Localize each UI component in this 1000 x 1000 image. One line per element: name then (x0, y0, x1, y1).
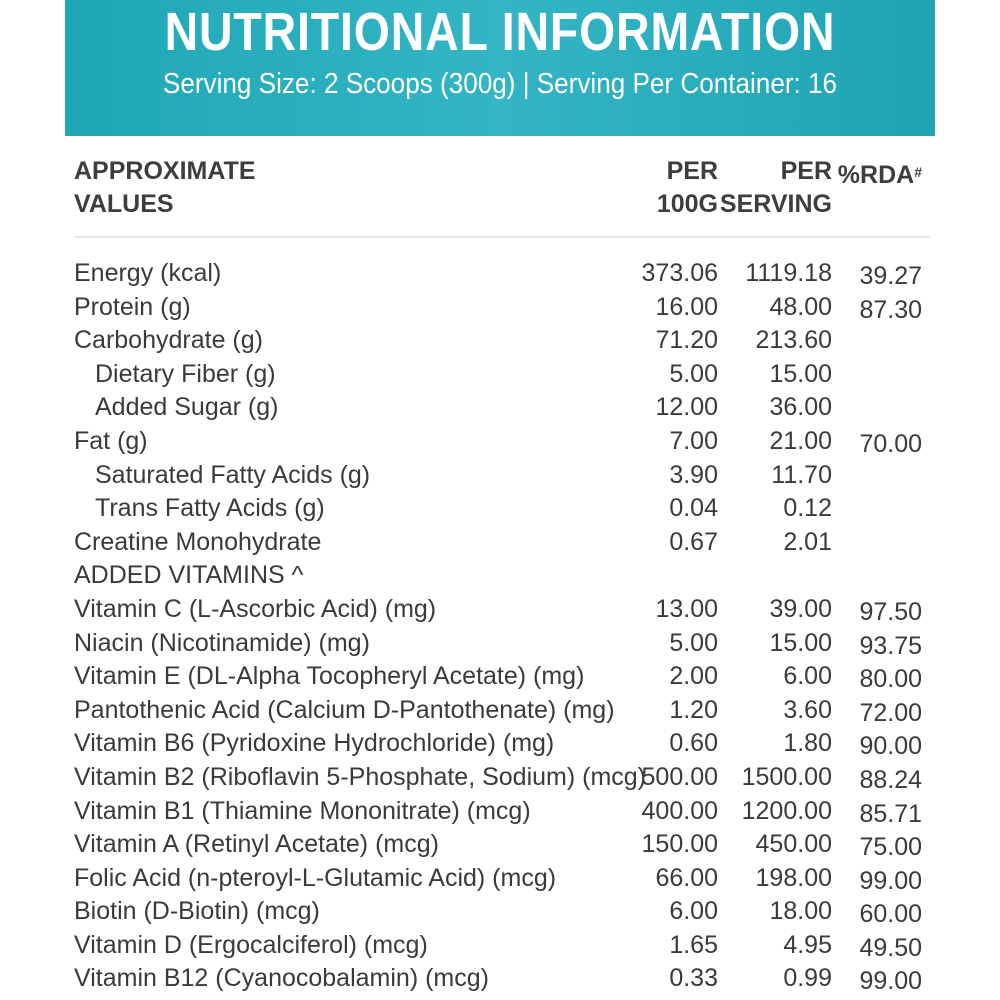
row-label: Niacin (Nicotinamide) (mg) (74, 628, 370, 657)
row-rda: 49.50 (859, 933, 922, 962)
table-row (74, 625, 930, 659)
row-label: Pantothenic Acid (Calcium D-Pantothenate) (mg) (74, 695, 615, 724)
header-label-line1: APPROXIMATE (74, 157, 256, 185)
table-row (74, 490, 930, 524)
row-per-100g: 400.00 (641, 796, 718, 825)
row-per-serving: 1200.00 (741, 796, 832, 825)
table-row (74, 591, 930, 625)
row-rda: 85.71 (859, 799, 922, 828)
nutrition-table-body (74, 255, 930, 994)
row-per-100g: 150.00 (641, 830, 718, 859)
row-rda: 80.00 (859, 665, 922, 694)
table-row (74, 759, 930, 793)
row-rda: 88.24 (859, 765, 922, 794)
table-row (74, 289, 930, 323)
row-label: Vitamin E (DL-Alpha Tocopheryl Acetate) (mg) (74, 662, 585, 691)
row-per-serving: 11.70 (771, 460, 832, 489)
row-label: Biotin (D-Biotin) (mcg) (74, 897, 320, 926)
row-per-serving: 3.60 (783, 695, 832, 724)
row-per-serving: 6.00 (783, 662, 832, 691)
header-rda (838, 159, 922, 192)
header-serving-line1: PER (780, 157, 832, 185)
row-per-serving: 2.01 (783, 527, 832, 556)
header-approximate-values (74, 155, 256, 221)
row-per-100g: 1.20 (669, 695, 718, 724)
row-label: Carbohydrate (g) (74, 326, 263, 355)
row-label: Vitamin A (Retinyl Acetate) (mcg) (74, 830, 439, 859)
row-per-100g: 66.00 (655, 863, 718, 892)
row-label: Vitamin B2 (Riboflavin 5-Phosphate, Sodium) (mcg) (74, 762, 647, 791)
row-rda: 90.00 (859, 732, 922, 761)
row-per-100g: 0.60 (669, 729, 718, 758)
row-per-serving: 15.00 (769, 359, 832, 388)
row-per-100g: 5.00 (669, 628, 718, 657)
row-per-100g: 6.00 (669, 897, 718, 926)
row-per-serving: 39.00 (769, 594, 832, 623)
header-rda-label: %RDA (837, 161, 915, 189)
row-per-100g: 2.00 (669, 662, 718, 691)
table-row (74, 960, 930, 994)
row-per-serving: 0.12 (783, 494, 832, 523)
nutrition-banner (65, 0, 935, 136)
table-row (74, 322, 930, 356)
table-row (74, 893, 930, 927)
row-rda: 39.27 (859, 262, 922, 290)
table-header (74, 155, 930, 225)
header-per-100g (657, 155, 718, 221)
row-per-100g: 12.00 (655, 393, 718, 422)
header-per-serving (720, 155, 832, 221)
table-row (74, 793, 930, 827)
row-per-serving: 1.80 (783, 729, 832, 758)
row-per-serving: 36.00 (769, 393, 832, 422)
row-label: Saturated Fatty Acids (g) (95, 460, 371, 489)
table-row (74, 658, 930, 692)
row-label: Trans Fatty Acids (g) (95, 494, 325, 523)
row-rda: 97.50 (859, 597, 922, 626)
table-row (74, 692, 930, 726)
table-row (74, 557, 930, 591)
row-per-100g: 13.00 (655, 594, 718, 623)
row-rda: 72.00 (859, 698, 922, 727)
row-label: Vitamin D (Ergocalciferol) (mcg) (74, 930, 428, 959)
row-rda: 93.75 (859, 631, 922, 660)
table-row (74, 389, 930, 423)
row-per-serving: 213.60 (755, 326, 832, 355)
row-label: Protein (g) (74, 292, 191, 321)
table-row (74, 725, 930, 759)
row-per-serving: 15.00 (769, 628, 832, 657)
row-label: Vitamin B1 (Thiamine Mononitrate) (mcg) (74, 796, 531, 825)
row-label: Fat (g) (74, 426, 148, 455)
row-per-100g: 1.65 (669, 930, 718, 959)
header-rda-mark: # (914, 164, 922, 180)
row-rda: 99.00 (859, 866, 922, 895)
row-label: Vitamin C (L-Ascorbic Acid) (mg) (74, 594, 437, 623)
row-per-100g: 0.67 (669, 527, 718, 556)
table-row (74, 423, 930, 457)
row-label: Creatine Monohydrate (74, 527, 322, 556)
row-label: Energy (kcal) (74, 259, 222, 287)
header-serving-line2: SERVING (719, 190, 832, 218)
row-per-100g: 5.00 (669, 359, 718, 388)
header-per100-line1: PER (666, 157, 718, 185)
table-row (74, 524, 930, 558)
row-rda: 87.30 (859, 295, 922, 324)
row-per-100g: 16.00 (655, 292, 718, 321)
row-rda: 60.00 (859, 900, 922, 929)
row-per-serving: 21.00 (769, 426, 832, 455)
row-label: Vitamin B12 (Cyanocobalamin) (mcg) (74, 964, 489, 993)
header-divider (74, 236, 930, 238)
row-label: Vitamin B6 (Pyridoxine Hydrochloride) (mg) (74, 729, 555, 758)
table-row (74, 255, 930, 289)
banner-title: NUTRITIONAL INFORMATION (164, 2, 836, 62)
table-row (74, 356, 930, 390)
row-rda: 75.00 (859, 833, 922, 862)
table-row (74, 860, 930, 894)
row-rda: 70.00 (859, 429, 922, 458)
row-per-100g: 0.33 (669, 964, 718, 993)
serving-info: Serving Size: 2 Scoops (300g) | Serving Per Container: 16 (162, 68, 838, 100)
row-per-serving: 0.99 (783, 964, 832, 993)
row-per-100g: 500.00 (641, 762, 718, 791)
row-per-100g: 3.90 (669, 460, 718, 489)
row-per-100g: 373.06 (641, 259, 718, 287)
row-per-serving: 4.95 (783, 930, 832, 959)
row-label: Folic Acid (n-pteroyl-L-Glutamic Acid) (mcg) (74, 863, 557, 892)
row-per-100g: 71.20 (655, 326, 718, 355)
table-row (74, 927, 930, 961)
row-per-serving: 18.00 (769, 897, 832, 926)
row-per-serving: 1500.00 (741, 762, 832, 791)
row-per-100g: 0.04 (669, 494, 718, 523)
row-per-100g: 7.00 (669, 426, 718, 455)
row-label: Added Sugar (g) (95, 393, 279, 422)
row-per-serving: 450.00 (755, 830, 832, 859)
row-per-serving: 48.00 (769, 292, 832, 321)
row-rda: 99.00 (859, 967, 922, 996)
row-per-serving: 1119.18 (745, 259, 832, 287)
table-row (74, 457, 930, 491)
row-label: ADDED VITAMINS ^ (74, 561, 304, 590)
row-per-serving: 198.00 (755, 863, 832, 892)
header-label-line2: VALUES (74, 190, 174, 218)
header-per100-line2: 100G (656, 190, 718, 218)
table-row (74, 826, 930, 860)
row-label: Dietary Fiber (g) (95, 359, 276, 388)
